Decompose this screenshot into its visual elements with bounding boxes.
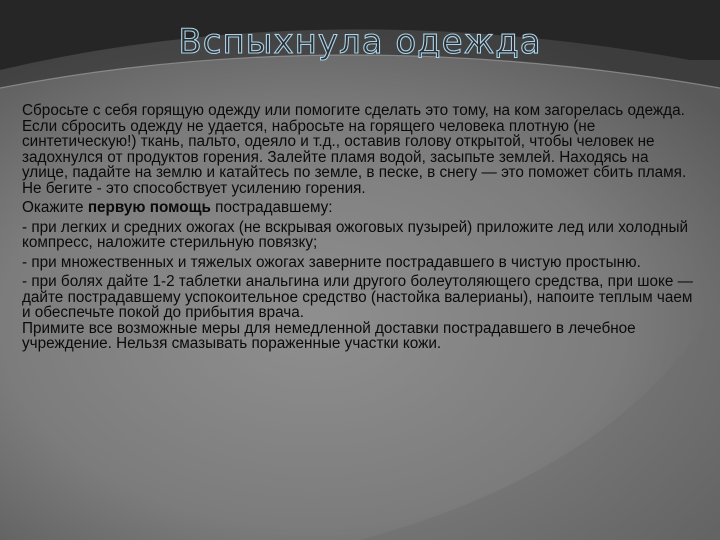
list-item-2: - при множественных и тяжелых ожогах заверните пострадавшего в чистую простыню. [22,253,641,271]
list-item-1: - при легких и средних ожогах (не вскрывая ожоговых пузырей) приложите лед или холодный компресс, наложите стерильную повязку; [22,218,689,251]
first-aid-bold: первую помощь [87,199,211,216]
first-aid-prefix: Окажите [22,199,88,216]
slide-title: Вспыхнула одежда [178,22,542,62]
first-aid-suffix: пострадавшему: [210,199,333,216]
list-item-3: - при болях дайте 1-2 таблетки анальгина или другого болеутоляющего средства, при шоке — дайте пострадавшему успокоительное средство (настойка валерианы), напоите теплым чаем и обеспечьте покой до прибытия врача. [22,273,693,321]
first-aid-line [22,200,698,216]
slide-body [22,103,698,352]
paragraph-2: Если сбросить одежду не удается, набросьте на горящего человека плотную (не синтетическую!) ткань, пальто, одеяло и т.д., оставив голову открытой, чтобы человек не задохнулся от продуктов горения. Залейте пламя водой, засыпьте землей. Находясь на улице, падайте на землю и катайтесь по земле, в песке, в снегу — это поможет сбить пламя. Не бегите - это способствует усилению горения. [22,117,687,197]
closing-paragraph: Примите все возможные меры для немедленной доставки пострадавшего в лечебное учреждение. Нельзя смазывать пораженные участки кожи. [22,319,636,352]
paragraph-1: Сбросьте с себя горящую одежду или помогите сделать это тому, на ком загорелась одежда. [22,102,685,119]
